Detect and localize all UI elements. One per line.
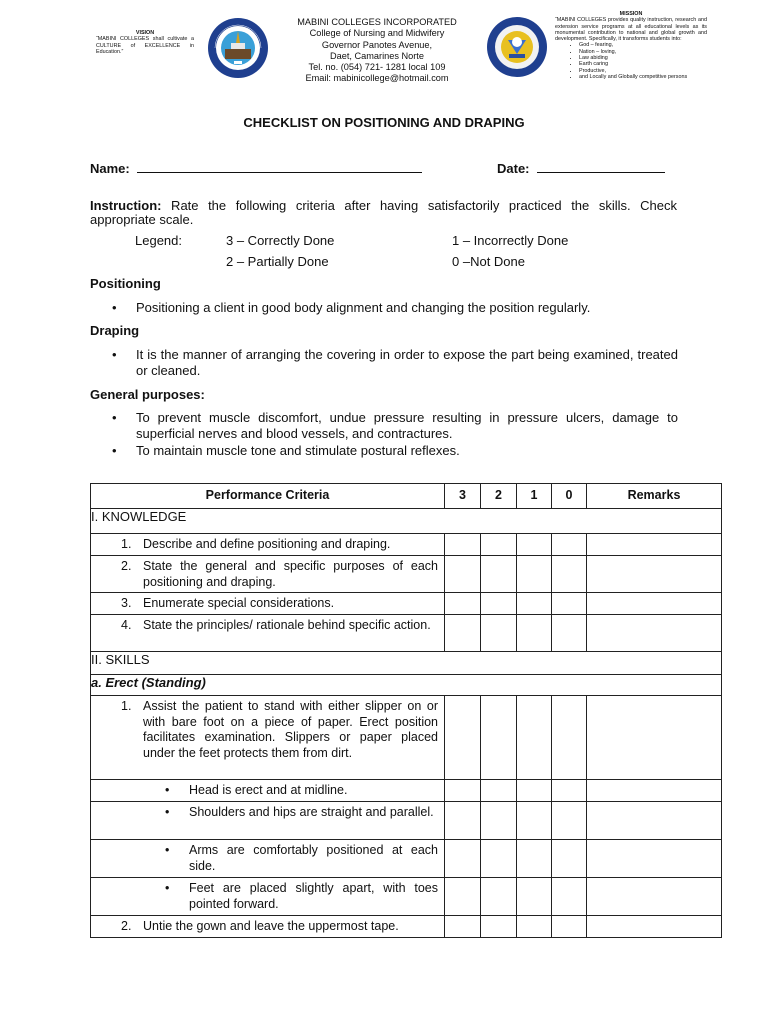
name-field[interactable] [90,160,422,177]
score-1-cell[interactable] [517,593,552,615]
criteria-cell [91,916,445,938]
nursing-seal-logo [486,16,548,78]
positioning-heading: Positioning [90,276,161,291]
remarks-cell[interactable] [587,696,722,780]
table-row [91,696,722,780]
score-2-cell[interactable] [481,802,517,840]
score-2-cell[interactable] [481,878,517,916]
score-1-cell[interactable] [517,802,552,840]
address-line-1: Governor Panotes Avenue, [321,39,433,50]
column-header: 0 [552,484,587,509]
score-0-cell[interactable] [552,802,587,840]
remarks-cell[interactable] [587,615,722,652]
date-label: Date: [497,161,530,176]
instruction-text: Rate the following criteria after having satisfactorily practiced the skills. Check appropriate scale. [90,198,677,227]
bullet-icon: • [165,783,170,797]
column-header: 1 [517,484,552,509]
criteria-text: Enumerate special considerations. [143,596,335,610]
score-0-cell[interactable] [552,916,587,938]
section-row [91,652,722,675]
email: Email: mabinicollege@hotmail.com [305,73,449,84]
skills-heading: II. SKILLS [91,652,722,675]
mission-list [555,42,707,80]
score-3-cell[interactable] [445,534,481,556]
legend-item: 0 –Not Done [452,254,525,269]
criteria-cell [91,615,445,652]
purpose-text: To maintain muscle tone and stimulate postural reflexes. [136,443,460,458]
table-header-row [91,484,722,509]
score-0-cell[interactable] [552,696,587,780]
column-header: Remarks [587,484,722,509]
remarks-cell[interactable] [587,802,722,840]
mission-item: • Law abiding [579,55,707,61]
table-row [91,593,722,615]
score-3-cell[interactable] [445,593,481,615]
item-number: 4. [121,618,132,632]
legend-item: 2 – Partially Done [226,254,329,269]
item-number: 1. [121,537,132,551]
legend-item: 1 – Incorrectly Done [452,233,569,248]
score-0-cell[interactable] [552,840,587,878]
table-row [91,802,722,840]
criteria-cell [91,534,445,556]
score-0-cell[interactable] [552,556,587,593]
bullet-icon: • [112,300,117,315]
criteria-text: Feet are placed slightly apart, with toes pointed forward. [189,881,438,911]
score-0-cell[interactable] [552,780,587,802]
telephone: Tel. no. (054) 721- 1281 local 109 [308,62,446,73]
legend-item: 3 – Correctly Done [226,233,335,248]
score-1-cell[interactable] [517,878,552,916]
purpose-text: To prevent muscle discomfort, undue pressure resulting in pressure ulcers, damage to superficial nerves and blood vessels, and contractures. [136,410,678,441]
criteria-text: Assist the patient to stand with either slipper on or with bare foot on a piece of paper. Erect position facilitates examination. Slippers or paper placed under the feet protects them from dirt. [143,699,438,760]
table-row [91,615,722,652]
mission-item: • Earth caring [579,61,707,67]
bullet-icon: • [112,410,117,425]
score-2-cell[interactable] [481,593,517,615]
name-blank[interactable] [137,160,422,173]
mission-item: • Nation – loving, [579,49,707,55]
criteria-cell [91,802,445,840]
instruction [90,199,677,227]
performance-criteria-table [90,483,722,938]
score-3-cell[interactable] [445,840,481,878]
name-label: Name: [90,161,130,176]
bullet-icon: • [165,805,170,819]
bullet-icon: • [165,881,170,895]
column-header: 3 [445,484,481,509]
criteria-cell [91,878,445,916]
date-field[interactable] [497,160,665,177]
score-2-cell[interactable] [481,916,517,938]
score-1-cell[interactable] [517,780,552,802]
legend-label: Legend: [135,233,182,248]
mission-statement [555,11,707,80]
document-title: CHECKLIST ON POSITIONING AND DRAPING [243,115,525,130]
purposes-heading: General purposes: [90,387,205,402]
score-0-cell[interactable] [552,593,587,615]
score-2-cell[interactable] [481,840,517,878]
score-3-cell[interactable] [445,615,481,652]
score-3-cell[interactable] [445,696,481,780]
column-header: 2 [481,484,517,509]
date-blank[interactable] [537,160,665,173]
section-row [91,509,722,534]
mission-item: • Productive, [579,68,707,74]
remarks-cell[interactable] [587,840,722,878]
subsection-row [91,675,722,696]
vision-statement [96,30,194,56]
mission-item: • and Locally and Globally competitive persons [579,74,707,80]
criteria-text: Describe and define positioning and draping. [143,537,391,551]
criteria-text: Untie the gown and leave the uppermost tape. [143,919,399,933]
remarks-cell[interactable] [587,780,722,802]
remarks-cell[interactable] [587,916,722,938]
table-row [91,780,722,802]
score-2-cell[interactable] [481,556,517,593]
criteria-text: State the principles/ rationale behind specific action. [143,618,431,632]
criteria-text: Arms are comfortably positioned at each side. [189,843,438,873]
score-3-cell[interactable] [445,556,481,593]
item-number: 2. [121,919,132,933]
mission-title: MISSION [619,11,643,17]
remarks-cell[interactable] [587,534,722,556]
mission-text: “MABINI COLLEGES provides quality instruction, research and extension service programs at all educational levels as its monumental contribution to national and global growth and development. Specifically, it transforms students into: [555,17,707,43]
table-row [91,534,722,556]
item-number: 3. [121,596,132,610]
score-2-cell[interactable] [481,696,517,780]
institution-header [270,17,484,85]
criteria-cell [91,696,445,780]
table-row [91,916,722,938]
table-row [91,878,722,916]
positioning-text: Positioning a client in good body alignment and changing the position regularly. [136,300,591,315]
draping-heading: Draping [90,323,140,338]
score-2-cell[interactable] [481,615,517,652]
criteria-cell [91,593,445,615]
score-2-cell[interactable] [481,534,517,556]
score-3-cell[interactable] [445,780,481,802]
score-1-cell[interactable] [517,556,552,593]
bullet-icon: • [112,347,117,362]
criteria-cell [91,556,445,593]
vision-text: “MABINI COLLEGES shall cultivate a CULTURE of EXCELLENCE in Education.” [96,36,194,56]
score-1-cell[interactable] [517,534,552,556]
score-0-cell[interactable] [552,615,587,652]
score-3-cell[interactable] [445,878,481,916]
criteria-cell [91,840,445,878]
score-3-cell[interactable] [445,916,481,938]
draping-text: It is the manner of arranging the covering in order to expose the part being examined, treated or cleaned. [136,347,678,378]
score-1-cell[interactable] [517,916,552,938]
criteria-text: Shoulders and hips are straight and parallel. [189,805,434,819]
vision-title: VISION [135,30,155,36]
column-header: Performance Criteria [91,484,445,509]
score-0-cell[interactable] [552,534,587,556]
remarks-cell[interactable] [587,878,722,916]
criteria-cell [91,780,445,802]
remarks-cell[interactable] [587,593,722,615]
remarks-cell[interactable] [587,556,722,593]
table-row [91,556,722,593]
score-1-cell[interactable] [517,615,552,652]
criteria-text: Head is erect and at midline. [189,783,348,797]
address-line-2: Daet, Camarines Norte [330,50,424,61]
item-number: 1. [121,699,132,713]
criteria-text: State the general and specific purposes of each positioning and draping. [143,559,438,589]
erect-subheading: a. Erect (Standing) [91,675,722,696]
score-2-cell[interactable] [481,780,517,802]
score-0-cell[interactable] [552,878,587,916]
score-3-cell[interactable] [445,802,481,840]
table-row [91,840,722,878]
institution-name: MABINI COLLEGES INCORPORATED [297,17,457,27]
knowledge-heading: I. KNOWLEDGE [91,509,722,534]
score-1-cell[interactable] [517,696,552,780]
bullet-icon: • [112,443,117,458]
instruction-label: Instruction: [90,198,162,213]
college-name: College of Nursing and Midwifery [309,28,445,39]
bullet-icon: • [165,843,170,857]
score-1-cell[interactable] [517,840,552,878]
item-number: 2. [121,559,132,573]
mission-item: • God – fearing, [579,42,707,48]
college-seal-logo [207,17,269,79]
